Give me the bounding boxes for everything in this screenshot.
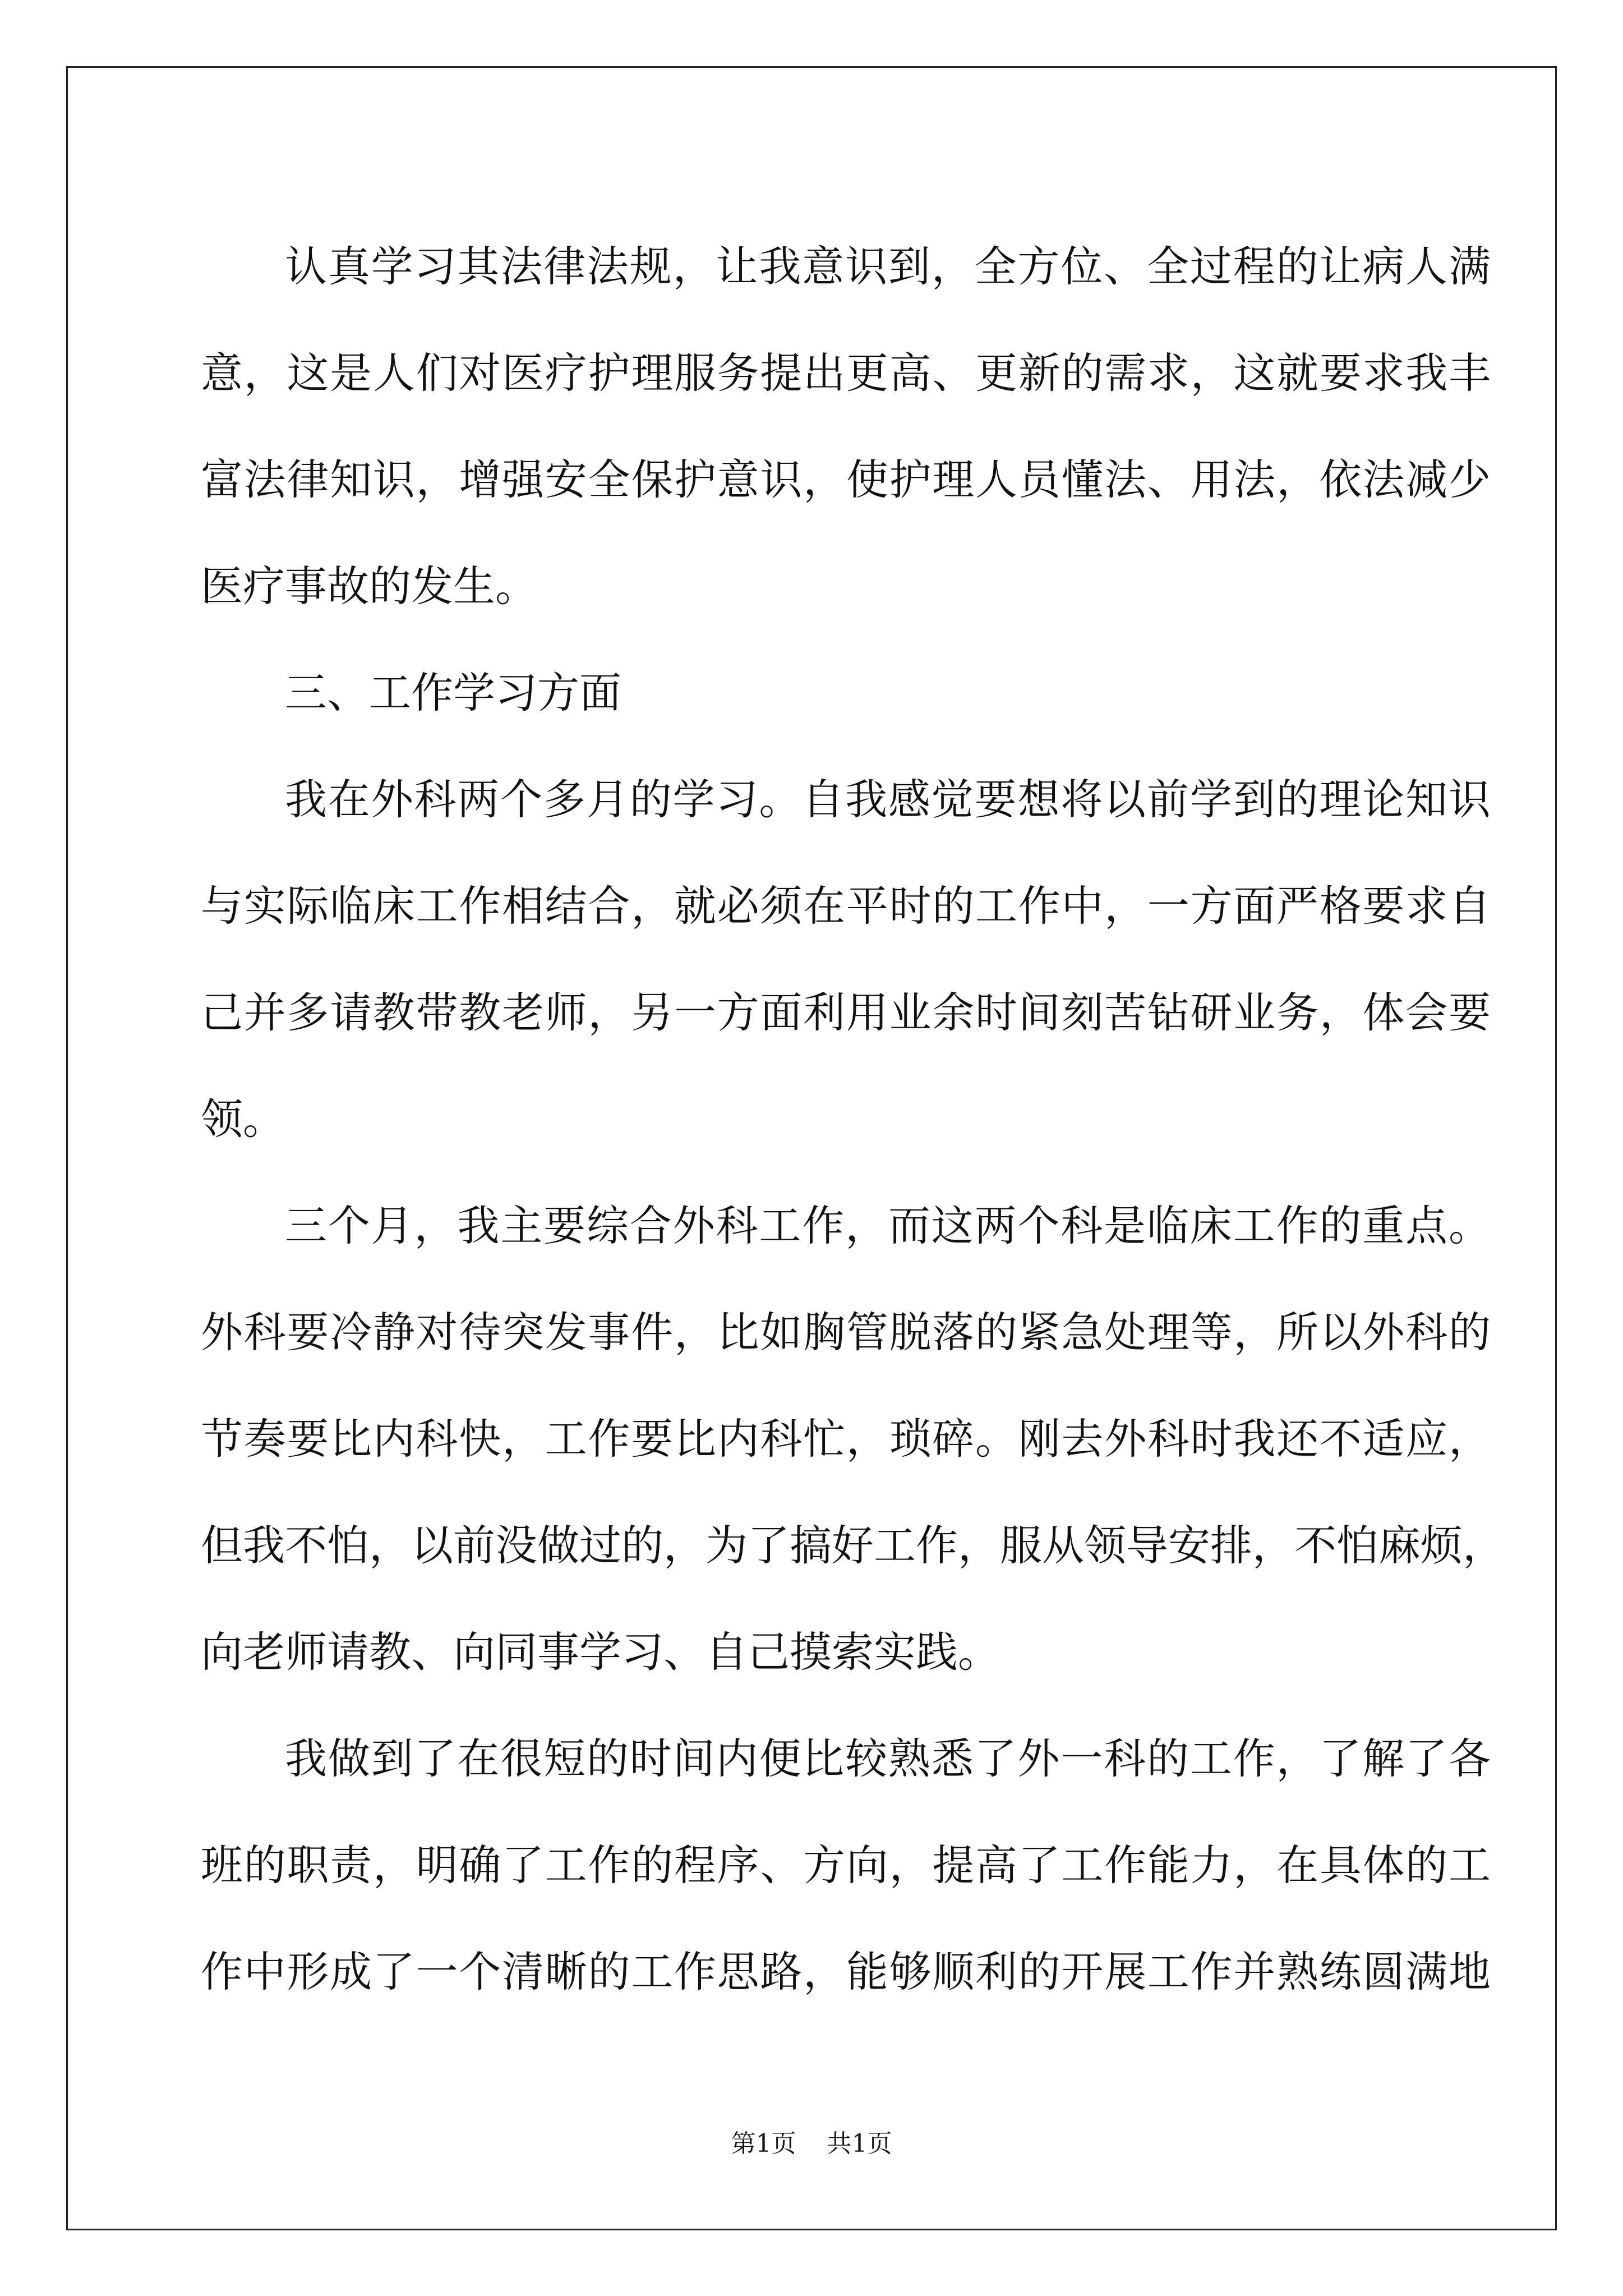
text-line: 认真学习其法律法规，让我意识到，全方位、全过程的让病人满	[285, 242, 1491, 291]
text-line: 作中形成了一个清晰的工作思路，能够顺利的开展工作并熟练圆满地	[201, 1947, 1491, 1996]
text-line: 与实际临床工作相结合，就必须在平时的工作中，一方面严格要求自	[201, 881, 1491, 931]
text-line: 医疗事故的发生。	[201, 562, 538, 611]
text-line: 意，这是人们对医疗护理服务提出更高、更新的需求，这就要求我丰	[201, 348, 1491, 398]
text-line: 节奏要比内科快，工作要比内科忙，琐碎。刚去外科时我还不适应，	[201, 1414, 1491, 1464]
section-heading: 三、工作学习方面	[285, 668, 622, 717]
text-line: 我做到了在很短的时间内便比较熟悉了外一科的工作，了解了各	[285, 1734, 1491, 1783]
text-line: 三个月，我主要综合外科工作，而这两个科是临床工作的重点。	[285, 1201, 1491, 1250]
text-line: 向老师请教、向同事学习、自己摸索实践。	[201, 1627, 1000, 1677]
text-line: 我在外科两个多月的学习。自我感觉要想将以前学到的理论知识	[285, 775, 1491, 824]
text-line: 己并多请教带教老师，另一方面利用业余时间刻苦钻研业务，体会要	[201, 988, 1491, 1037]
text-line: 班的职责，明确了工作的程序、方向，提高了工作能力，在具体的工	[201, 1841, 1491, 1890]
text-line: 领。	[201, 1094, 285, 1144]
page-number: 第1页	[731, 2129, 796, 2158]
text-line: 但我不怕，以前没做过的，为了搞好工作，服从领导安排，不怕麻烦，	[201, 1521, 1505, 1570]
document-body	[201, 213, 1505, 2025]
text-line: 富法律知识，增强安全保护意识，使护理人员懂法、用法，依法减少	[201, 455, 1491, 504]
page-total: 共1页	[827, 2129, 892, 2158]
page-footer	[0, 2123, 1623, 2159]
text-line: 外科要冷静对待突发事件，比如胸管脱落的紧急处理等，所以外科的	[201, 1308, 1491, 1357]
